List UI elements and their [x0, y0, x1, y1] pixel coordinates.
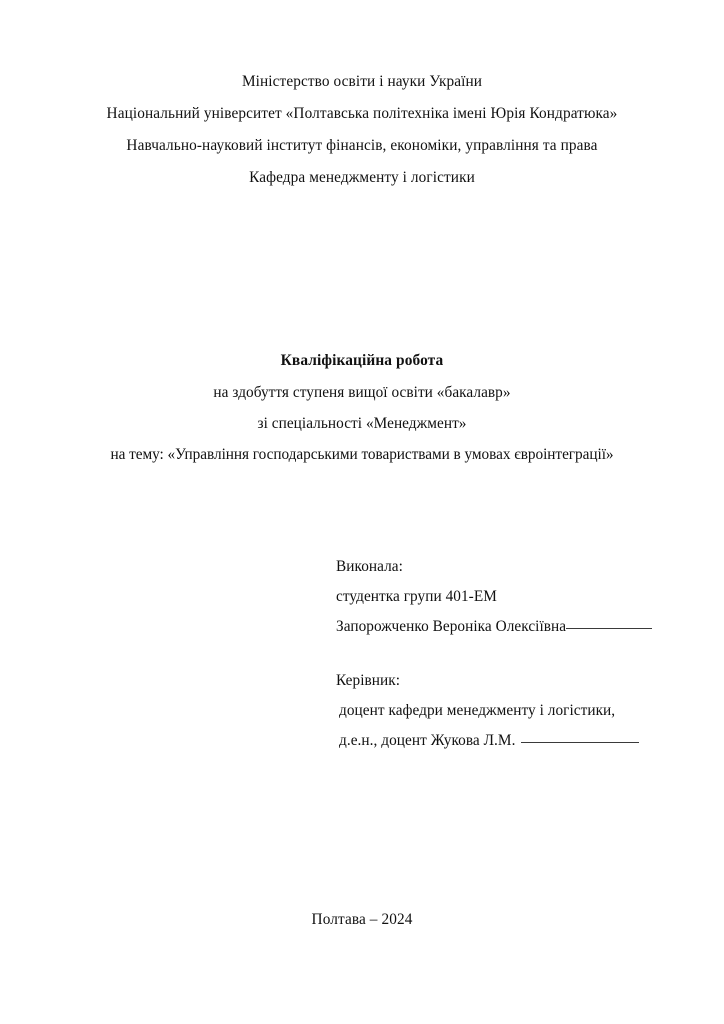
author-signature-rule: [566, 628, 652, 629]
specialty-line: зі спеціальності «Менеджмент»: [257, 415, 467, 432]
author-role-label: Виконала:: [336, 558, 403, 575]
author-name: Запорожченко Вероніка Олексіївна: [336, 618, 567, 635]
department-line: Кафедра менеджменту і логістики: [249, 169, 475, 186]
ministry-line: Міністерство освіти і науки України: [241, 73, 483, 90]
advisor-signature-rule: [521, 742, 639, 743]
degree-line: на здобуття ступеня вищої освіти «бакалавр»: [213, 384, 511, 401]
advisor-name-row: [336, 726, 694, 756]
author-group-line: студентка групи 401-ЕМ: [336, 588, 497, 605]
advisor-position-line: доцент кафедри менеджменту і логістики,: [339, 702, 616, 719]
thesis-title-block: [28, 345, 696, 470]
institute-line: Навчально-науковий інститут фінансів, економіки, управління та права: [126, 137, 598, 154]
thesis-topic-line: на тему: «Управління господарськими товариствами в умовах євроінтеграції»: [110, 446, 614, 463]
university-line: Національний університет «Полтавська політехніка імені Юрія Кондратюка»: [106, 105, 618, 122]
advisor-role-label: Керівник:: [336, 672, 401, 689]
page-footer: [0, 908, 724, 932]
place-and-year: Полтава – 2024: [311, 911, 413, 928]
advisor-degree-and-name: д.е.н., доцент Жукова Л.М.: [339, 732, 516, 749]
author-block: [336, 552, 694, 642]
author-name-row: [336, 612, 694, 642]
advisor-block: [336, 666, 694, 756]
work-type-heading: Кваліфікаційна робота: [280, 352, 444, 369]
institution-header: [40, 66, 684, 194]
